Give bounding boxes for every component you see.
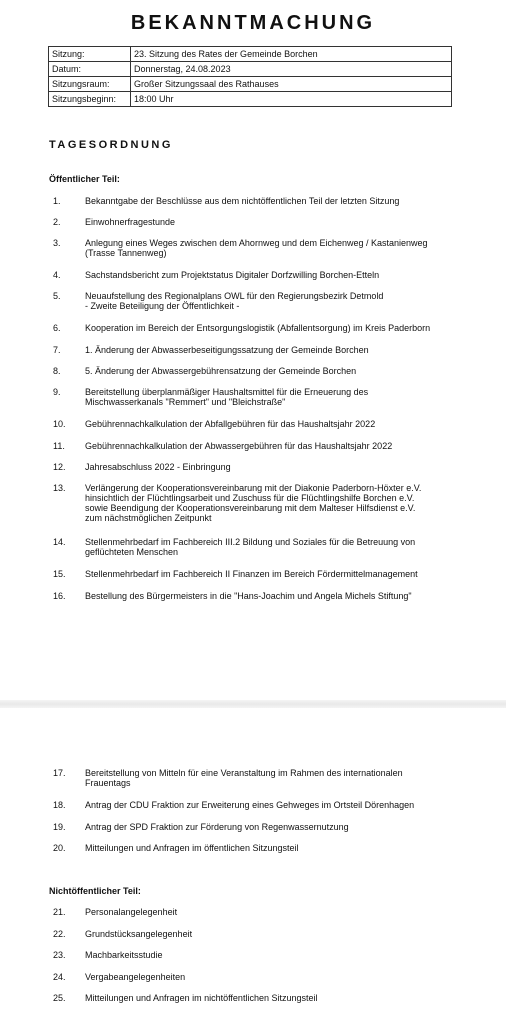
agenda-item-text bbox=[85, 591, 445, 601]
agenda-item-line: Bestellung des Bürgermeisters in die "Hans-Joachim und Angela Michels Stiftung" bbox=[85, 591, 412, 601]
agenda-item-number: 3. bbox=[53, 238, 61, 248]
agenda-item-number: 12. bbox=[53, 462, 66, 472]
agenda-item-number: 24. bbox=[53, 972, 66, 982]
agenda-item-text bbox=[85, 387, 445, 407]
agenda-item-line: 1. Änderung der Abwasserbeseitigungssatzung der Gemeinde Borchen bbox=[85, 345, 369, 355]
agenda-item-text bbox=[85, 291, 445, 311]
agenda-item-line: Sachstandsbericht zum Projektstatus Digitaler Dorfzwilling Borchen-Etteln bbox=[85, 270, 380, 280]
agenda-item-number: 21. bbox=[53, 907, 66, 917]
agenda-item-text bbox=[85, 366, 445, 376]
info-key: Sitzungsraum: bbox=[49, 77, 131, 92]
agenda-item-number: 23. bbox=[53, 950, 66, 960]
agenda-item-number: 7. bbox=[53, 345, 61, 355]
agenda-item-line: Mitteilungen und Anfragen im nichtöffentlichen Sitzungsteil bbox=[85, 993, 318, 1003]
agenda-item-number: 15. bbox=[53, 569, 66, 579]
agenda-item-number: 14. bbox=[53, 537, 66, 547]
agenda-item-text bbox=[85, 483, 445, 523]
info-row bbox=[49, 47, 452, 62]
agenda-item-line: Jahresabschluss 2022 - Einbringung bbox=[85, 462, 231, 472]
agenda-item-line: Grundstücksangelegenheit bbox=[85, 929, 193, 939]
agenda-item-text bbox=[85, 993, 445, 1003]
agenda-item-number: 16. bbox=[53, 591, 66, 601]
agenda-item-number: 19. bbox=[53, 822, 66, 832]
agenda-item-number: 11. bbox=[53, 441, 65, 451]
info-value: Donnerstag, 24.08.2023 bbox=[131, 62, 452, 77]
agenda-item-number: 17. bbox=[53, 768, 66, 778]
page-separator bbox=[0, 700, 506, 708]
agenda-item-line: Neuaufstellung des Regionalplans OWL für den Regierungsbezirk Detmold bbox=[85, 291, 384, 301]
agenda-item-text bbox=[85, 950, 445, 960]
agenda-item-line: Verlängerung der Kooperationsvereinbarung mit der Diakonie Paderborn-Höxter e.V. bbox=[85, 483, 422, 493]
agenda-item-line: sowie Beendigung der Kooperationsvereinbarung mit dem Malteser Hilfsdienst e.V. bbox=[85, 503, 416, 513]
agenda-item-line: geflüchteten Menschen bbox=[85, 547, 179, 557]
agenda-item-number: 22. bbox=[53, 929, 66, 939]
agenda-item-number: 6. bbox=[53, 323, 61, 333]
agenda-item-line: Stellenmehrbedarf im Fachbereich II Finanzen im Bereich Fördermittelmanagement bbox=[85, 569, 418, 579]
public-part-heading: Öffentlicher Teil: bbox=[49, 174, 120, 184]
agenda-item-text bbox=[85, 323, 445, 333]
agenda-heading: TAGESORDNUNG bbox=[49, 139, 173, 151]
agenda-item-text bbox=[85, 800, 445, 810]
agenda-item-text bbox=[85, 843, 445, 853]
agenda-item-line: Frauentags bbox=[85, 778, 131, 788]
agenda-item-line: Personalangelegenheit bbox=[85, 907, 178, 917]
info-row bbox=[49, 77, 452, 92]
agenda-item-number: 10. bbox=[53, 419, 66, 429]
agenda-item-line: Vergabeangelegenheiten bbox=[85, 972, 186, 982]
info-value: 23. Sitzung des Rates der Gemeinde Borchen bbox=[131, 47, 452, 62]
agenda-item-text bbox=[85, 345, 445, 355]
agenda-item-number: 4. bbox=[53, 270, 61, 280]
agenda-item-line: Kooperation im Bereich der Entsorgungslogistik (Abfallentsorgung) im Kreis Paderborn bbox=[85, 323, 431, 333]
agenda-item-line: Antrag der CDU Fraktion zur Erweiterung eines Gehweges im Ortsteil Dörenhagen bbox=[85, 800, 415, 810]
agenda-item-line: Einwohnerfragestunde bbox=[85, 217, 176, 227]
agenda-item-text bbox=[85, 270, 445, 280]
agenda-item-text bbox=[85, 972, 445, 982]
agenda-item-number: 18. bbox=[53, 800, 66, 810]
info-row bbox=[49, 62, 452, 77]
agenda-item-line: hinsichtlich der Flüchtlingsarbeit und Zuschuss für die Flüchtlingshilfe Borchen e.V. bbox=[85, 493, 415, 503]
agenda-item-line: Machbarkeitsstudie bbox=[85, 950, 163, 960]
agenda-item-text bbox=[85, 217, 445, 227]
info-key: Sitzung: bbox=[49, 47, 131, 62]
agenda-item-line: - Zweite Beteiligung der Öffentlichkeit - bbox=[85, 301, 240, 311]
info-value: Großer Sitzungssaal des Rathauses bbox=[131, 77, 452, 92]
agenda-item-line: 5. Änderung der Abwassergebührensatzung der Gemeinde Borchen bbox=[85, 366, 357, 376]
nonpublic-part-heading: Nichtöffentlicher Teil: bbox=[49, 886, 141, 896]
document-title: BEKANNTMACHUNG bbox=[130, 12, 376, 34]
agenda-item-text bbox=[85, 238, 445, 258]
agenda-item-number: 9. bbox=[53, 387, 61, 397]
info-row bbox=[49, 92, 452, 107]
agenda-item-line: Stellenmehrbedarf im Fachbereich III.2 Bildung und Soziales für die Betreuung von bbox=[85, 537, 416, 547]
agenda-item-number: 5. bbox=[53, 291, 61, 301]
info-key: Datum: bbox=[49, 62, 131, 77]
info-value: 18:00 Uhr bbox=[131, 92, 452, 107]
agenda-item-line: Antrag der SPD Fraktion zur Förderung von Regenwassernutzung bbox=[85, 822, 349, 832]
agenda-item-text bbox=[85, 462, 445, 472]
agenda-item-text bbox=[85, 419, 445, 429]
agenda-item-line: Gebührennachkalkulation der Abfallgebühren für das Haushaltsjahr 2022 bbox=[85, 419, 376, 429]
agenda-item-line: (Trasse Tannenweg) bbox=[85, 248, 167, 258]
agenda-item-line: Bereitstellung überplanmäßiger Haushaltsmittel für die Erneuerung des bbox=[85, 387, 369, 397]
agenda-item-line: zum nächstmöglichen Zeitpunkt bbox=[85, 513, 212, 523]
agenda-item-text bbox=[85, 569, 445, 579]
agenda-item-text bbox=[85, 929, 445, 939]
agenda-item-number: 25. bbox=[53, 993, 66, 1003]
agenda-item-text bbox=[85, 907, 445, 917]
agenda-item-line: Anlegung eines Weges zwischen dem Ahornweg und dem Eichenweg / Kastanienweg bbox=[85, 238, 428, 248]
agenda-item-number: 20. bbox=[53, 843, 66, 853]
agenda-item-line: Mischwasserkanals "Remmert" und "Bleichstraße" bbox=[85, 397, 286, 407]
agenda-item-number: 13. bbox=[53, 483, 66, 493]
agenda-item-text bbox=[85, 196, 445, 206]
agenda-item-text bbox=[85, 441, 445, 451]
session-info-table bbox=[48, 46, 452, 107]
agenda-item-line: Bereitstellung von Mitteln für eine Veranstaltung im Rahmen des internationalen bbox=[85, 768, 403, 778]
agenda-item-text bbox=[85, 822, 445, 832]
agenda-item-text bbox=[85, 768, 445, 788]
agenda-item-line: Gebührennachkalkulation der Abwassergebühren für das Haushaltsjahr 2022 bbox=[85, 441, 393, 451]
info-key: Sitzungsbeginn: bbox=[49, 92, 131, 107]
agenda-item-text bbox=[85, 537, 445, 557]
agenda-item-number: 8. bbox=[53, 366, 61, 376]
agenda-item-line: Mitteilungen und Anfragen im öffentlichen Sitzungsteil bbox=[85, 843, 299, 853]
agenda-item-number: 2. bbox=[53, 217, 61, 227]
agenda-item-line: Bekanntgabe der Beschlüsse aus dem nichtöffentlichen Teil der letzten Sitzung bbox=[85, 196, 400, 206]
agenda-item-number: 1. bbox=[53, 196, 61, 206]
